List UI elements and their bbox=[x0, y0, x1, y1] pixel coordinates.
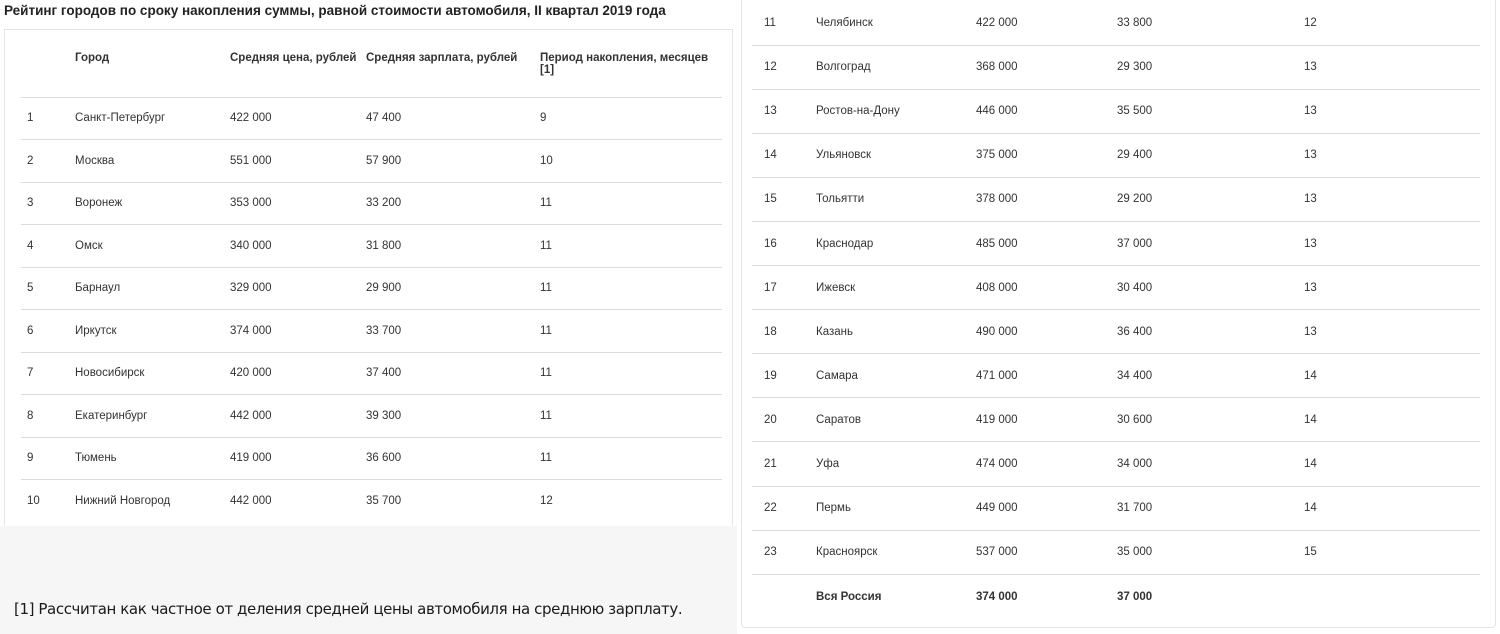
city-cell: Новосибирск bbox=[75, 352, 230, 395]
period-cell: 11 bbox=[540, 225, 722, 268]
period-cell: 14 bbox=[1304, 442, 1480, 486]
rank-cell: 6 bbox=[21, 310, 75, 353]
table-row bbox=[21, 437, 722, 480]
avg-salary-cell: 30 600 bbox=[1117, 398, 1304, 442]
avg-salary-cell: 29 400 bbox=[1117, 133, 1304, 177]
avg-price-cell: 408 000 bbox=[976, 266, 1117, 310]
table-row bbox=[21, 182, 722, 225]
city-cell: Нижний Новгород bbox=[75, 495, 171, 507]
city-cell: Ульяновск bbox=[816, 133, 976, 177]
avg-price-cell: 422 000 bbox=[976, 1, 1117, 45]
city-cell: Уфа bbox=[816, 442, 976, 486]
avg-salary-cell: 33 200 bbox=[366, 182, 540, 225]
table-row bbox=[752, 221, 1480, 265]
avg-salary-cell: 29 300 bbox=[1117, 45, 1304, 89]
header-city: Город bbox=[75, 30, 230, 97]
table-header-row bbox=[21, 30, 722, 97]
city-cell: Челябинск bbox=[816, 1, 976, 45]
table-row bbox=[752, 1, 1480, 45]
city-cell: Омск bbox=[75, 225, 230, 268]
rank-cell: 15 bbox=[752, 177, 816, 221]
avg-price-cell: 340 000 bbox=[230, 225, 366, 268]
table-panel-left bbox=[4, 29, 733, 526]
avg-price-cell: 378 000 bbox=[976, 177, 1117, 221]
header-avg-price: Средняя цена, рублей bbox=[230, 30, 366, 97]
table-row bbox=[21, 267, 722, 310]
period-cell: 15 bbox=[1304, 530, 1480, 574]
rank-cell: 14 bbox=[752, 133, 816, 177]
avg-price-cell: 368 000 bbox=[976, 45, 1117, 89]
avg-price-cell: 485 000 bbox=[976, 221, 1117, 265]
table-row bbox=[752, 354, 1480, 398]
avg-price-cell: 353 000 bbox=[230, 182, 366, 225]
rank-cell: 1 bbox=[21, 97, 75, 140]
avg-price-cell: 422 000 bbox=[230, 97, 366, 140]
city-cell: Екатеринбург bbox=[75, 395, 230, 438]
avg-salary-cell: 36 600 bbox=[366, 437, 540, 480]
rank-cell: 19 bbox=[752, 354, 816, 398]
table-row bbox=[752, 530, 1480, 574]
avg-salary-cell: 35 000 bbox=[1117, 530, 1304, 574]
avg-salary-cell: 47 400 bbox=[366, 97, 540, 140]
rank-cell: 13 bbox=[752, 89, 816, 133]
avg-price-cell: 471 000 bbox=[976, 354, 1117, 398]
city-cell: Вся Россия bbox=[816, 590, 882, 603]
avg-salary-cell: 34 000 bbox=[1117, 442, 1304, 486]
city-cell: Краснодар bbox=[816, 221, 976, 265]
rank-cell: 7 bbox=[21, 352, 75, 395]
avg-salary-cell: 34 400 bbox=[1117, 354, 1304, 398]
avg-salary-cell: 35 700 bbox=[366, 495, 402, 507]
rank-cell: 2 bbox=[21, 140, 75, 183]
city-cell: Красноярск bbox=[816, 530, 976, 574]
period-cell: 11 bbox=[540, 437, 722, 480]
rank-cell: 23 bbox=[752, 530, 816, 574]
table-row bbox=[752, 133, 1480, 177]
avg-salary-cell: 33 800 bbox=[1117, 1, 1304, 45]
city-cell: Самара bbox=[816, 354, 976, 398]
table-row bbox=[21, 395, 722, 438]
city-cell: Казань bbox=[816, 310, 976, 354]
avg-price-cell: 419 000 bbox=[230, 437, 366, 480]
rank-cell: 9 bbox=[21, 437, 75, 480]
period-cell: 13 bbox=[1304, 177, 1480, 221]
table-row bbox=[752, 574, 1480, 618]
header-rank bbox=[21, 30, 75, 97]
city-cell: Тольятти bbox=[816, 177, 976, 221]
avg-price-cell: 442 000 bbox=[230, 495, 272, 507]
rank-cell: 18 bbox=[752, 310, 816, 354]
rank-cell: 3 bbox=[21, 182, 75, 225]
avg-salary-cell: 31 800 bbox=[366, 225, 540, 268]
avg-price-cell: 374 000 bbox=[976, 590, 1018, 603]
period-cell: 12 bbox=[540, 495, 553, 507]
city-cell: Саратов bbox=[816, 398, 976, 442]
rank-cell: 12 bbox=[752, 45, 816, 89]
period-cell: 14 bbox=[1304, 354, 1480, 398]
avg-price-cell: 449 000 bbox=[976, 486, 1117, 530]
rank-cell: 21 bbox=[752, 442, 816, 486]
period-cell: 13 bbox=[1304, 45, 1480, 89]
avg-price-cell: 329 000 bbox=[230, 267, 366, 310]
avg-salary-cell: 29 900 bbox=[366, 267, 540, 310]
city-cell: Иркутск bbox=[75, 310, 230, 353]
table-row bbox=[21, 352, 722, 395]
rank-cell: 5 bbox=[21, 267, 75, 310]
city-cell: Санкт-Петербург bbox=[75, 97, 230, 140]
city-cell: Ижевск bbox=[816, 266, 976, 310]
avg-price-cell: 537 000 bbox=[976, 530, 1117, 574]
city-cell: Москва bbox=[75, 140, 230, 183]
avg-price-cell: 420 000 bbox=[230, 352, 366, 395]
period-cell: 13 bbox=[1304, 221, 1480, 265]
avg-salary-cell: 33 700 bbox=[366, 310, 540, 353]
avg-price-cell: 442 000 bbox=[230, 395, 366, 438]
city-cell: Пермь bbox=[816, 486, 976, 530]
period-cell: 11 bbox=[540, 310, 722, 353]
avg-salary-cell: 37 000 bbox=[1117, 590, 1153, 603]
table-row bbox=[752, 45, 1480, 89]
city-cell: Ростов-на-Дону bbox=[816, 89, 976, 133]
rank-cell: 8 bbox=[21, 395, 75, 438]
header-avg-salary: Средняя зарплата, рублей bbox=[366, 30, 540, 97]
table-row bbox=[752, 310, 1480, 354]
avg-salary-cell: 36 400 bbox=[1117, 310, 1304, 354]
period-cell: 13 bbox=[1304, 266, 1480, 310]
header-period: Период накопления, месяцев [1] bbox=[540, 30, 722, 97]
page-title: Рейтинг городов по сроку накопления суммы, равной стоимости автомобиля, II квартал 2019 года bbox=[4, 3, 666, 18]
avg-salary-cell: 31 700 bbox=[1117, 486, 1304, 530]
city-cell: Барнаул bbox=[75, 267, 230, 310]
avg-price-cell: 551 000 bbox=[230, 140, 366, 183]
period-cell: 12 bbox=[1304, 1, 1480, 45]
period-cell: 14 bbox=[1304, 398, 1480, 442]
table-row bbox=[21, 310, 722, 353]
footnote-text: [1] Рассчитан как частное от деления средней цены автомобиля на среднюю зарплату. bbox=[14, 600, 683, 618]
rank-cell: 22 bbox=[752, 486, 816, 530]
avg-price-cell: 490 000 bbox=[976, 310, 1117, 354]
avg-salary-cell: 37 400 bbox=[366, 352, 540, 395]
avg-salary-cell: 37 000 bbox=[1117, 221, 1304, 265]
period-cell: 9 bbox=[540, 97, 722, 140]
table-row bbox=[752, 442, 1480, 486]
table-row bbox=[752, 266, 1480, 310]
rating-table-left bbox=[21, 30, 722, 522]
city-cell: Тюмень bbox=[75, 437, 230, 480]
table-row bbox=[752, 486, 1480, 530]
avg-salary-cell: 29 200 bbox=[1117, 177, 1304, 221]
rank-cell: 16 bbox=[752, 221, 816, 265]
avg-price-cell: 474 000 bbox=[976, 442, 1117, 486]
avg-salary-cell: 39 300 bbox=[366, 395, 540, 438]
period-cell: 11 bbox=[540, 267, 722, 310]
avg-price-cell: 446 000 bbox=[976, 89, 1117, 133]
rank-cell: 20 bbox=[752, 398, 816, 442]
table-row bbox=[752, 89, 1480, 133]
table-row bbox=[21, 97, 722, 140]
city-cell: Волгоград bbox=[816, 45, 976, 89]
table-row bbox=[752, 398, 1480, 442]
avg-price-cell: 374 000 bbox=[230, 310, 366, 353]
rank-cell: 10 bbox=[27, 495, 40, 507]
avg-salary-cell: 35 500 bbox=[1117, 89, 1304, 133]
period-cell: 11 bbox=[540, 395, 722, 438]
avg-price-cell: 419 000 bbox=[976, 398, 1117, 442]
period-cell: 14 bbox=[1304, 486, 1480, 530]
period-cell: 13 bbox=[1304, 133, 1480, 177]
avg-salary-cell: 30 400 bbox=[1117, 266, 1304, 310]
table-row bbox=[21, 480, 722, 523]
table-row bbox=[21, 225, 722, 268]
period-cell: 10 bbox=[540, 140, 722, 183]
period-cell: 11 bbox=[540, 182, 722, 225]
period-cell: 13 bbox=[1304, 89, 1480, 133]
table-row bbox=[752, 177, 1480, 221]
avg-price-cell: 375 000 bbox=[976, 133, 1117, 177]
avg-salary-cell: 57 900 bbox=[366, 140, 540, 183]
rank-cell: 4 bbox=[21, 225, 75, 268]
table-panel-right bbox=[741, 0, 1496, 628]
period-cell bbox=[1304, 574, 1480, 618]
rank-cell: 11 bbox=[752, 1, 816, 45]
period-cell: 11 bbox=[540, 352, 722, 395]
rank-cell bbox=[752, 574, 816, 618]
rating-table-right bbox=[752, 1, 1480, 618]
table-row bbox=[21, 140, 722, 183]
period-cell: 13 bbox=[1304, 310, 1480, 354]
rank-cell: 17 bbox=[752, 266, 816, 310]
city-cell: Воронеж bbox=[75, 182, 230, 225]
